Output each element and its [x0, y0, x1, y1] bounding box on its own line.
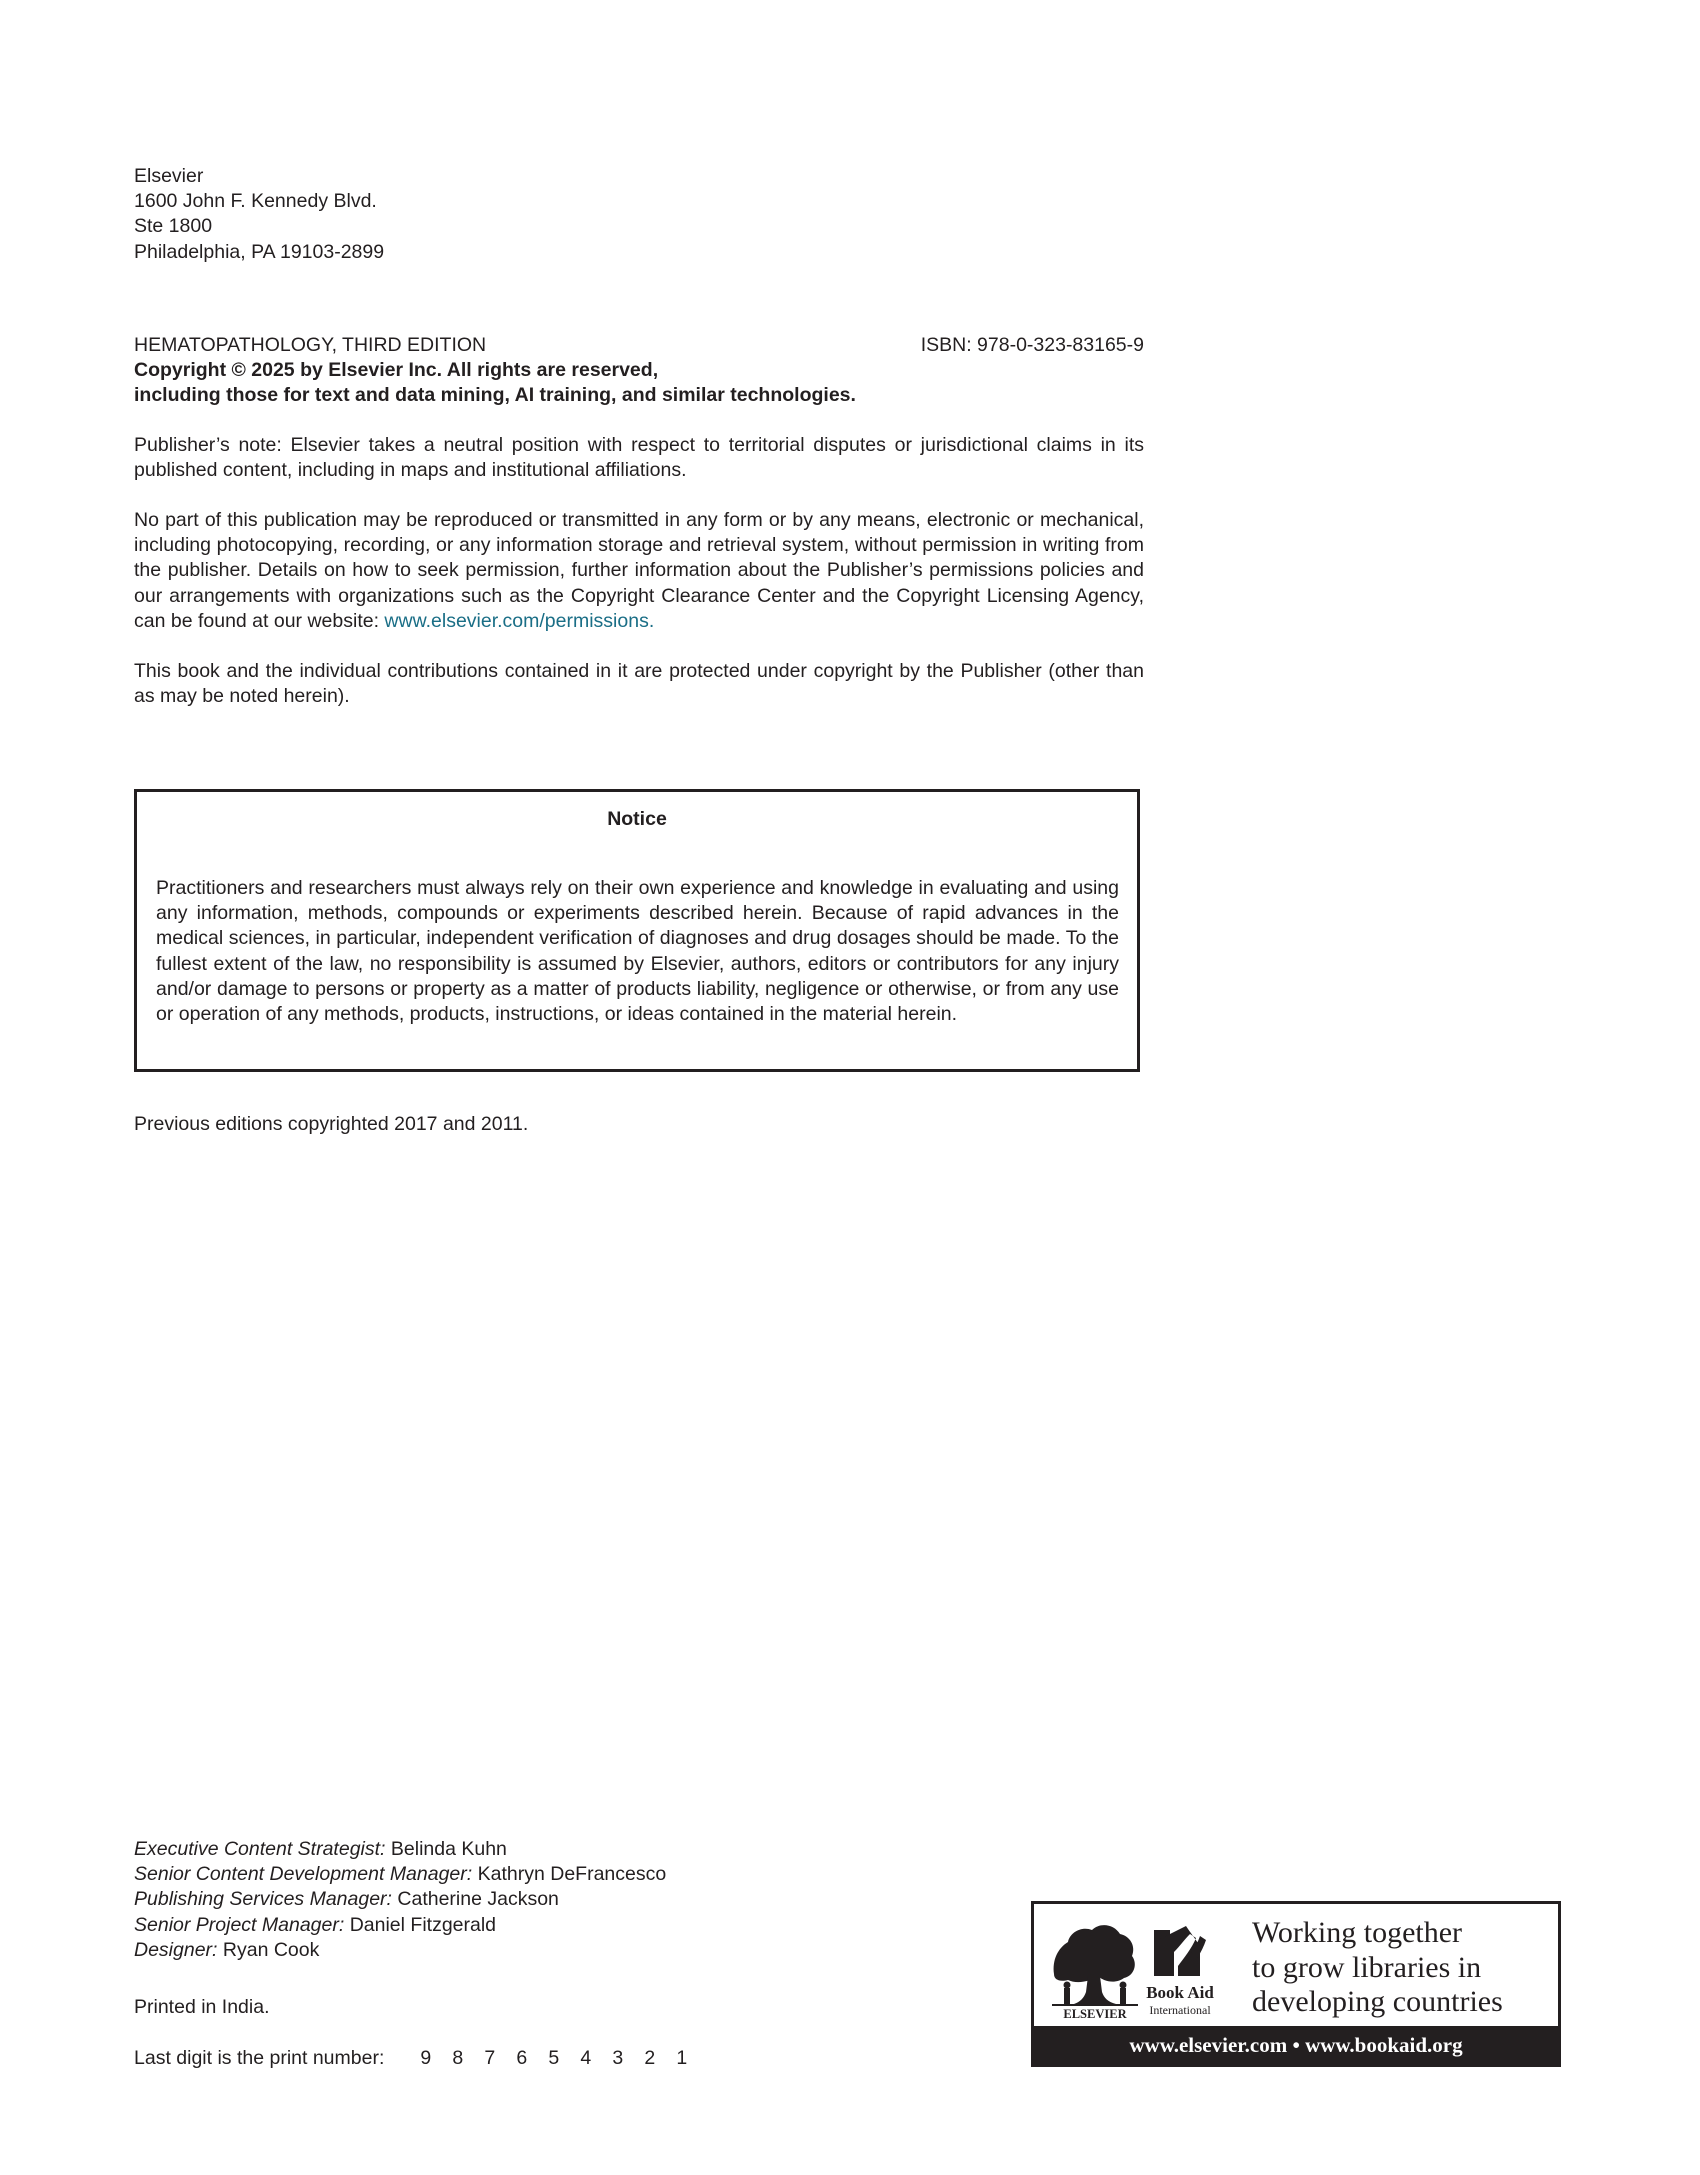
print-digit: 7 — [484, 2047, 496, 2069]
print-number-line — [134, 2046, 698, 2071]
notice-box — [134, 789, 1140, 1072]
credit-line — [134, 1837, 834, 1862]
address-line: Philadelphia, PA 19103-2899 — [134, 240, 385, 263]
copyright-line: Copyright © 2025 by Elsevier Inc. All rights are reserved, — [134, 359, 659, 381]
print-digit: 2 — [644, 2047, 656, 2069]
previous-editions: Previous editions copyrighted 2017 and 2011. — [134, 1113, 529, 1135]
credit-role: Designer: — [134, 1938, 218, 1961]
slogan-line: Working together — [1252, 1916, 1463, 1949]
isbn: ISBN: 978-0-323-83165-9 — [920, 334, 1144, 356]
credit-role: Senior Project Manager: — [134, 1913, 345, 1936]
credit-role: Executive Content Strategist: — [134, 1838, 386, 1860]
slogan-line: to grow libraries in — [1252, 1950, 1482, 1984]
notice-title: Notice — [607, 808, 667, 830]
elsevier-logo-text: ELSEVIER — [1063, 2007, 1127, 2020]
address-line: 1600 John F. Kennedy Blvd. — [134, 190, 377, 213]
credit-line — [134, 1938, 834, 1963]
print-digit: 3 — [612, 2047, 624, 2069]
protected-note: This book and the individual contributions contained in it are protected under copyright by the Publisher (other than as may be noted herein). — [134, 660, 1144, 708]
print-digit: 8 — [452, 2047, 464, 2069]
printed-in: Printed in India. — [134, 1996, 270, 2018]
copyright-statement — [134, 358, 1144, 408]
credit-name: Kathryn DeFrancesco — [477, 1863, 667, 1886]
print-digit: 6 — [516, 2047, 528, 2069]
print-digit: 4 — [580, 2047, 592, 2069]
permissions-link[interactable]: www.elsevier.com/permissions. — [384, 609, 655, 632]
bookaid-banner — [1031, 1901, 1561, 2067]
address-line: Elsevier — [134, 165, 204, 187]
print-digit: 9 — [420, 2047, 432, 2069]
bookaid-logo — [1146, 1926, 1214, 2017]
print-digit: 1 — [676, 2047, 688, 2069]
elsevier-tree-logo — [1052, 1925, 1138, 2020]
credit-line — [134, 1913, 834, 1938]
credit-name: Catherine Jackson — [397, 1888, 559, 1911]
credit-name: Belinda Kuhn — [390, 1838, 507, 1860]
address-line: Ste 1800 — [134, 215, 213, 238]
credit-role: Senior Content Development Manager: — [134, 1863, 473, 1886]
credit-name: Ryan Cook — [222, 1938, 320, 1961]
bookaid-footer-urls[interactable]: www.elsevier.com • www.bookaid.org — [1034, 2026, 1558, 2064]
credits-list — [134, 1837, 834, 1963]
publisher-note: Publisher’s note: Elsevier takes a neutral position with respect to territorial disputes or jurisdictional claims in its published content, including in maps and institutional affiliations. — [134, 434, 1144, 482]
copyright-line: including those for text and data mining, AI training, and similar technologies. — [134, 384, 856, 407]
print-number-digits — [410, 2046, 698, 2071]
elsevier-bookaid-logos — [1050, 1918, 1272, 2020]
book-title-edition: HEMATOPATHOLOGY, THIRD EDITION — [134, 334, 487, 356]
bookaid-logo-line1: Book Aid — [1146, 1983, 1214, 2002]
print-digit: 5 — [548, 2047, 560, 2069]
notice-body: Practitioners and researchers must always rely on their own experience and knowledge in evaluating and using any information, methods, compounds or experiments described herein. Because of rapid advances in the medical sciences, in particular, independent verification of diagnoses and drug dosages should be made. To the fullest extent of the law, no responsibility is assumed by Elsevier, authors, editors or contributors for any injury and/or damage to persons or property as a matter of products liability, negligence or otherwise, or from any use or operation of any methods, products, instructions, or ideas contained in the material herein. — [156, 877, 1119, 1026]
publisher-address — [134, 164, 734, 265]
credit-role: Publishing Services Manager: — [134, 1888, 392, 1911]
credit-line — [134, 1862, 834, 1887]
bookaid-slogan — [1252, 1916, 1552, 2020]
slogan-line: developing countries — [1252, 1985, 1503, 2018]
print-number-label: Last digit is the print number: — [134, 2047, 385, 2069]
credit-name: Daniel Fitzgerald — [349, 1913, 497, 1936]
bookaid-logo-line2: International — [1149, 2003, 1211, 2017]
permissions-text: No part of this publication may be reproduced or transmitted in any form or by any means, electronic or mechanical, including photocopying, recording, or any information storage and retrieval system, without permission in writing from the publisher. Details on how to seek permission, further information about the Publisher’s permissions policies and our arrangements with organizations such as the Copyright Clearance Center and the Copyright Licensing Agency, can be found at our website: — [134, 509, 1144, 632]
permissions-paragraph — [134, 508, 1144, 634]
credit-line — [134, 1887, 834, 1912]
